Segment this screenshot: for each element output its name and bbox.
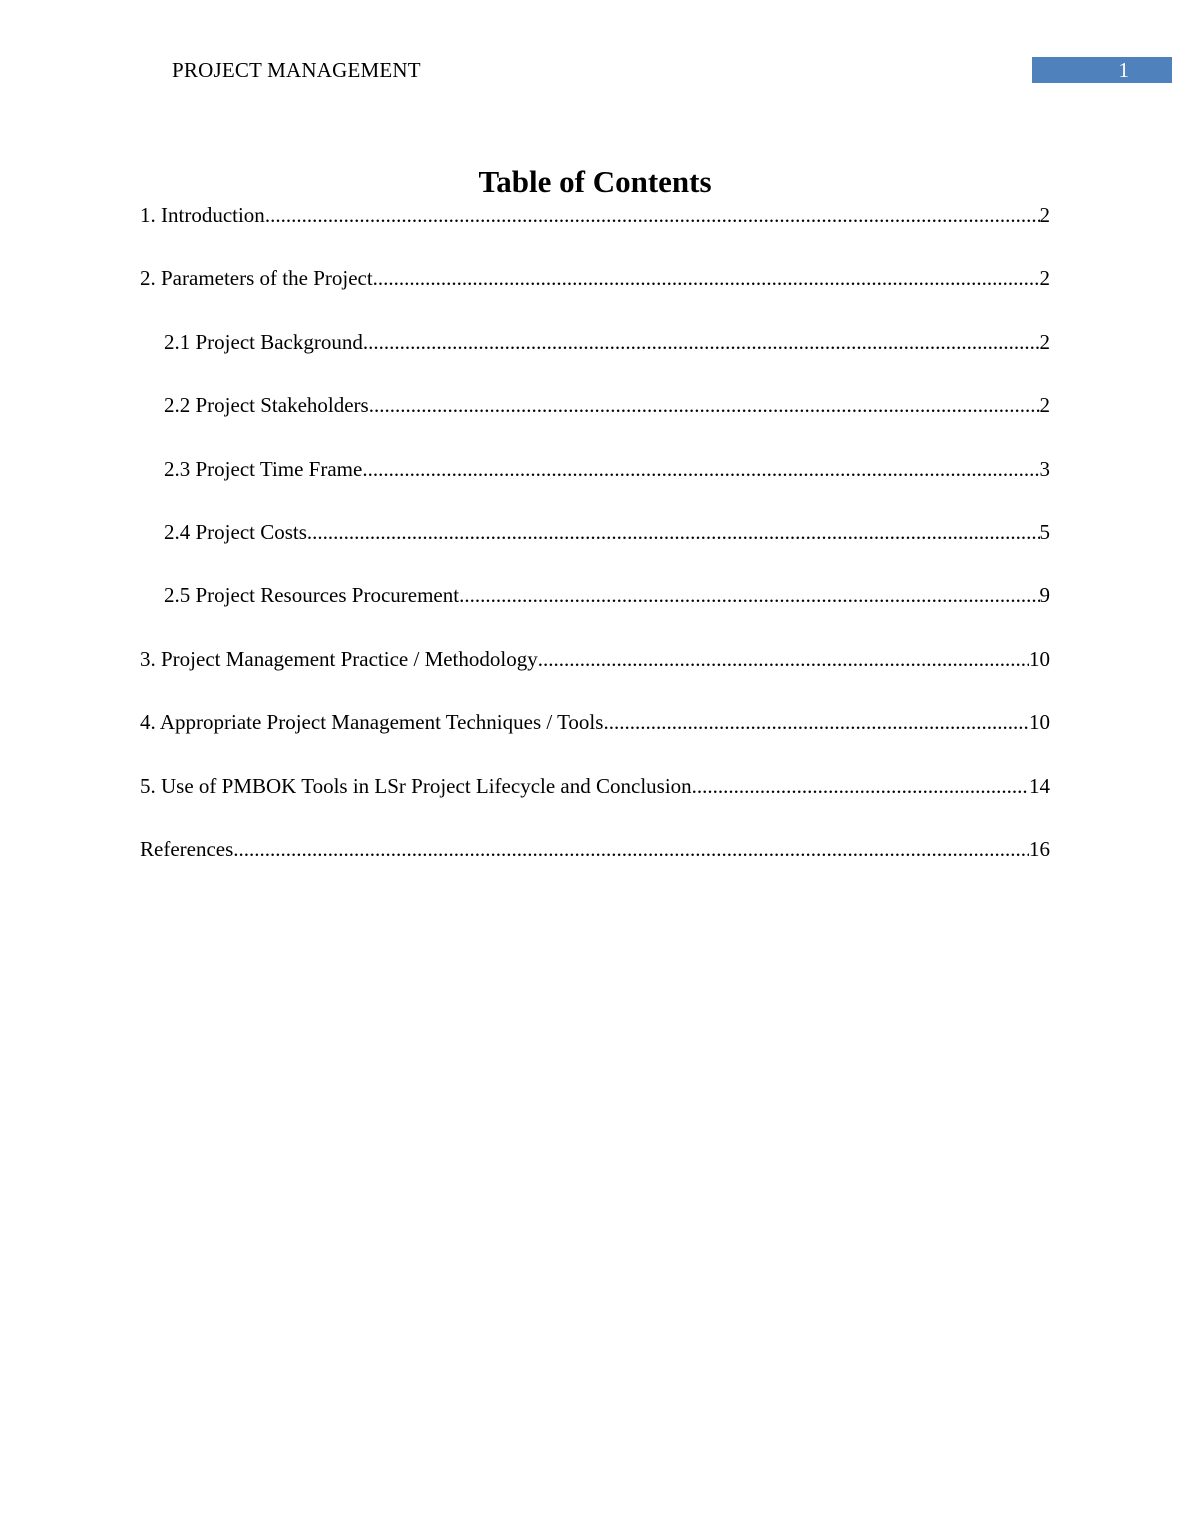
toc-entry-page: 3 [1039,456,1050,481]
toc-entry-label: 2.3 Project Time Frame [164,456,363,481]
toc-entry-label: 2.5 Project Resources Procurement [164,583,460,608]
toc-dot-leader [362,454,1039,484]
toc-entry-page: 10 [1029,646,1050,671]
toc-entry-page: 14 [1029,773,1050,798]
toc-entry-resources-procurement[interactable] [140,580,1050,643]
toc-entry-project-time-frame[interactable] [140,454,1050,517]
toc-entry-label: 2. Parameters of the Project [140,266,373,291]
toc-dot-leader [538,644,1029,674]
toc-entry-project-stakeholders[interactable] [140,390,1050,453]
toc-entry-page: 2 [1039,203,1050,227]
toc-entry-label: 4. Appropriate Project Management Techniques / Tools [140,710,604,735]
toc-entry-label: 2.2 Project Stakeholders [164,393,369,418]
toc-dot-leader [307,517,1040,547]
toc-entry-methodology[interactable] [140,644,1050,707]
toc-entry-introduction[interactable] [140,200,1050,263]
toc-entry-page: 2 [1039,266,1050,291]
toc-entry-references[interactable] [140,834,1050,897]
toc-entry-page: 5 [1039,519,1050,544]
table-of-contents [140,200,1050,897]
toc-entry-label: 1. Introduction [140,203,265,227]
toc-entry-page: 2 [1039,393,1050,418]
toc-entry-pmbok-tools[interactable] [140,771,1050,834]
toc-entry-label: 2.1 Project Background [164,329,363,354]
toc-entry-label: 5. Use of PMBOK Tools in LSr Project Lifecycle and Conclusion [140,773,692,798]
toc-dot-leader [233,834,1029,864]
toc-dot-leader [603,707,1029,737]
toc-entry-label: 2.4 Project Costs [164,519,307,544]
toc-entry-label: References [140,836,234,861]
toc-entry-techniques-tools[interactable] [140,707,1050,770]
toc-dot-leader [692,771,1029,801]
page-number-badge: 1 [1032,57,1172,83]
toc-dot-leader [369,390,1040,420]
toc-dot-leader [265,200,1040,230]
toc-title: Table of Contents [478,164,712,199]
toc-entry-page: 9 [1039,583,1050,608]
toc-entry-page: 2 [1039,329,1050,354]
toc-entry-parameters[interactable] [140,263,1050,326]
toc-entry-project-costs[interactable] [140,517,1050,580]
toc-entry-page: 16 [1029,836,1050,861]
toc-dot-leader [363,327,1040,357]
toc-dot-leader [373,263,1040,293]
toc-entry-label: 3. Project Management Practice / Methodology [140,646,538,671]
toc-entry-project-background[interactable] [140,327,1050,390]
toc-entry-page: 10 [1029,710,1050,735]
running-header-title: PROJECT MANAGEMENT [172,58,421,82]
toc-dot-leader [459,580,1039,610]
